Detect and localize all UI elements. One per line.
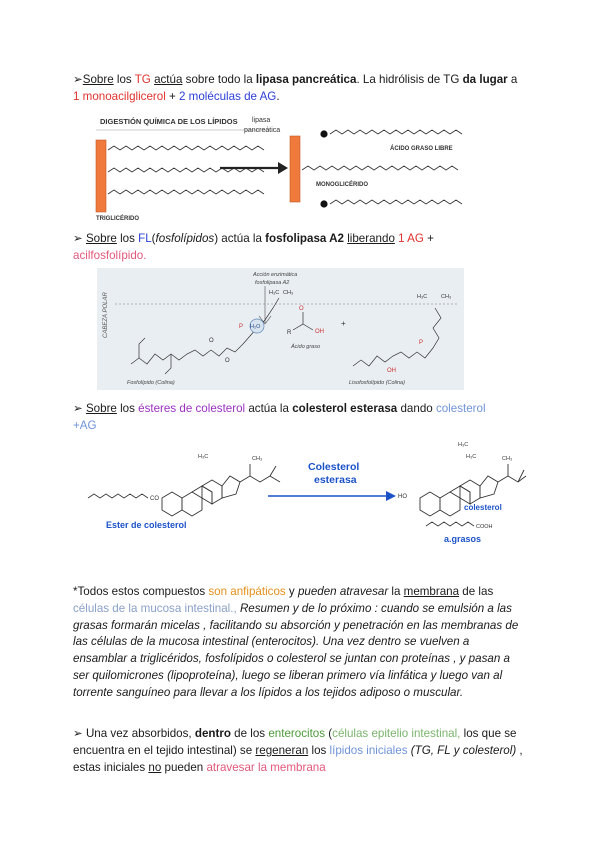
svg-text:P: P [239, 324, 244, 330]
bullet-arrow: ➢ [73, 73, 83, 86]
bullet-arrow: ➢ [73, 727, 86, 740]
text-dentro: dentro [194, 727, 231, 740]
term-acilfosfolipido: acilfosfolípido. [73, 248, 147, 262]
text-pueden-atravesar: pueden atravesar [297, 585, 389, 598]
term-lipidos-iniciales: lípidos iniciales [329, 744, 408, 757]
text: de las [459, 585, 494, 598]
free-fatty-acid [426, 522, 474, 526]
free-fatty-acid [330, 200, 462, 204]
text: los [308, 744, 330, 757]
svg-text:CH₃: CH₃ [441, 294, 452, 300]
text-actua: actúa [154, 73, 183, 86]
term-atravesar: atravesar la membrana [206, 761, 326, 774]
fig1-tri-label: TRIGLICÉRIDO [96, 216, 139, 222]
text: y [285, 585, 298, 598]
paragraph-lipasa [73, 72, 525, 105]
term-ag: +AG [73, 418, 97, 432]
glycerol-bar [96, 140, 106, 212]
term-fl: FL [138, 232, 152, 245]
text-sobre: Sobre [85, 232, 117, 245]
fatty-acid-chain [302, 166, 458, 170]
text: ) [214, 232, 219, 245]
text: dando [397, 402, 436, 415]
fig2-rxn1: Acción enzimática [253, 272, 298, 278]
term-tg: TG [134, 73, 151, 86]
figure-phospholipase [97, 268, 464, 390]
text-membrana: membrana [403, 585, 460, 598]
svg-text:P: P [419, 340, 424, 346]
fig2-liso-label: Lisofosfolípido (Colina) [349, 380, 405, 386]
svg-text:CH₃: CH₃ [283, 290, 294, 296]
text: sobre todo la [182, 73, 256, 86]
text-parentesis: (TG, FL y colesterol) [410, 744, 517, 757]
fig3-agr-label: a.grasos [444, 534, 482, 544]
fig1-mono-label: MONOGLICÉRIDO [316, 182, 368, 188]
fatty-acid-chain [108, 146, 264, 150]
monoglyceride-bar [290, 136, 300, 202]
text: . La hidrólisis de TG [356, 73, 463, 86]
text: Una vez absorbidos, [85, 727, 195, 740]
svg-text:R: R [287, 330, 292, 336]
fatty-acid-chain [108, 190, 264, 194]
text-da-lugar: da lugar [462, 73, 508, 86]
fig2-rxn2: fosfolipasa A2 [255, 280, 290, 286]
text: la [388, 585, 404, 598]
text: , estas iniciales [73, 744, 523, 774]
svg-text:O: O [225, 358, 230, 364]
fig2-fosfo-label: Fosfolípido (Colina) [127, 380, 175, 386]
text: . [276, 89, 280, 103]
text: los [116, 402, 139, 415]
free-fatty-acid [330, 130, 462, 134]
text: los [116, 232, 139, 245]
text-liberando: liberando [347, 232, 395, 245]
svg-text:OH: OH [315, 329, 324, 335]
term-celulas-mucosa: células de la mucosa intestinal., [73, 601, 237, 615]
label-h3c: H₃C [458, 442, 469, 448]
paragraph-resumen [73, 584, 525, 702]
plus-sign: + [341, 319, 346, 328]
text: los que se encuentra en el tejido intestinal) se [73, 727, 517, 757]
svg-text:H₃C: H₃C [269, 290, 280, 296]
fig3-ester-label: Ester de colesterol [106, 520, 187, 530]
fig3-cooh: COOH [476, 524, 493, 530]
text: pueden [161, 761, 207, 774]
text-resumen: Resumen y de lo próximo : cuando se emulsión a las grasas formarán micelas , facilitando su absorción y penetración en las membranas de las células de la mucosa intestinal (enterocitos). Una vez dentro se vuelven a ensamblar a triglicéridos, fosfolípidos o colesterol se juntan con proteínas , y pasan a ser quilomicrones (lipoproteína), luego se liberan primero vía linfática y luego van al torrente sanguíneo para llevar a los lípidos a los tejidos adiposo o muscular. [73, 601, 519, 699]
term-anfipaticos: son anfipáticos [208, 585, 286, 598]
term-monoacilglicerol: 1 monoacilglicerol [73, 89, 166, 103]
term-colesterol: colesterol [435, 402, 486, 415]
fig1-enzyme: lipasa [252, 117, 271, 124]
text: *Todos estos compuestos [73, 585, 209, 598]
text-regeneran: regeneran [255, 744, 309, 757]
text: + [423, 232, 434, 245]
term-celulas-epitelio: células epitelio intestinal, [332, 727, 461, 740]
text-sobre: Sobre [82, 73, 114, 86]
figure-lipid-digestion [90, 110, 480, 222]
term-lipasa: lipasa pancreática [255, 73, 357, 86]
ester-chain [88, 494, 148, 498]
carboxyl-head [320, 200, 327, 207]
text: ( [325, 727, 333, 740]
fig1-enzyme2: pancreática [244, 127, 281, 134]
svg-text:OH: OH [387, 368, 396, 374]
text-sobre: Sobre [85, 402, 117, 415]
svg-text:O: O [299, 306, 304, 312]
bullet-arrow: ➢ [73, 232, 86, 245]
label-h3c: H₃C [198, 454, 209, 460]
text: los [113, 73, 135, 86]
fig2-head-label: CABEZA POLAR [103, 292, 109, 338]
svg-text:O: O [209, 338, 214, 344]
text: + [165, 89, 180, 103]
term-1ag: 1 AG [398, 232, 424, 245]
paragraph-fosfolipasa [73, 231, 525, 264]
fig2-acid-label: Ácido graso [291, 344, 321, 350]
term-ag: 2 moléculas de AG [179, 89, 277, 103]
label-ch3: CH₃ [502, 456, 513, 462]
fig3-col-label: colesterol [464, 503, 502, 512]
text: a [507, 73, 518, 86]
text-no: no [148, 761, 162, 774]
label-h3c: H₃C [466, 454, 477, 460]
text: actúa la [218, 232, 266, 245]
label-ho: HO [398, 494, 407, 500]
figure-cholesterol-esterase [80, 436, 540, 548]
term-fosfolipidos: fosfolípidos [155, 232, 215, 245]
fig3-enz1: Colesterol [308, 461, 360, 473]
ester-co: CO [150, 496, 159, 502]
paragraph-esterasa [73, 401, 525, 434]
text: actúa la [245, 402, 293, 415]
paragraph-absorcion [73, 725, 525, 776]
term-enterocitos: enterocitos [268, 727, 326, 740]
term-esteres: ésteres de colesterol [138, 402, 246, 415]
fig3-enz2: esterasa [314, 474, 357, 486]
carboxyl-head [320, 130, 327, 137]
bullet-arrow: ➢ [73, 402, 86, 415]
fig2-water: H₂O [250, 324, 261, 330]
cholesterol-ester-steroid [162, 464, 280, 516]
term-colesterol-esterasa: colesterol esterasa [292, 402, 398, 415]
svg-text:H₃C: H₃C [417, 294, 428, 300]
fig1-free-label: ÁCIDO GRASO LIBRE [390, 146, 453, 152]
term-fosfolipasa: fosfolipasa A2 [265, 232, 344, 245]
text: ( [151, 232, 156, 245]
text: de los [230, 727, 269, 740]
label-ch3: CH₃ [252, 456, 263, 462]
fig1-header: DIGESTIÓN QUÍMICA DE LOS LÍPIDOS [100, 117, 238, 126]
